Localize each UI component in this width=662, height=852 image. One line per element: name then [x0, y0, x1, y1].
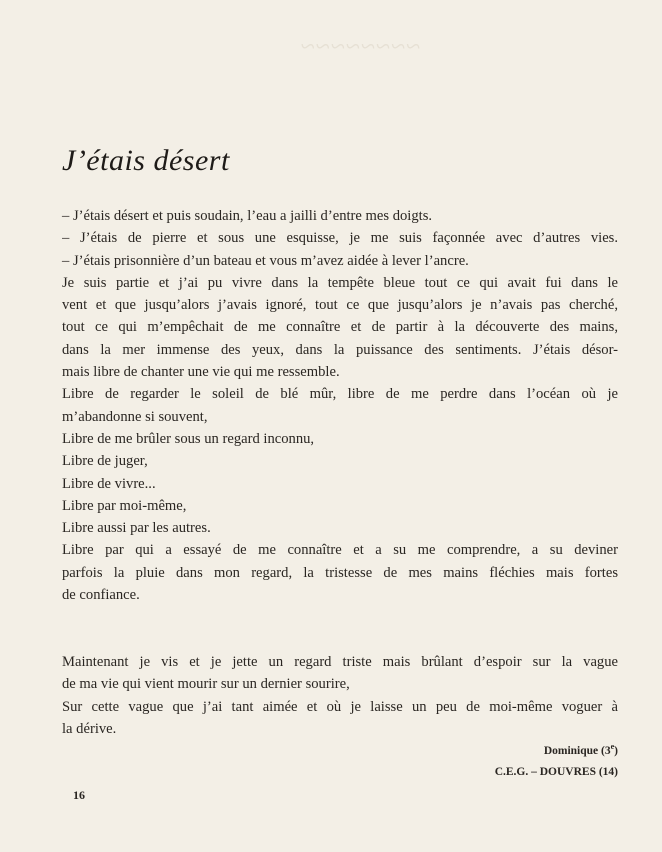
poem-line: Libre par moi-même,: [62, 497, 187, 514]
author-signature: [544, 742, 618, 757]
author-name-close: ): [614, 744, 618, 757]
poem-line: Libre aussi par les autres.: [62, 520, 211, 537]
poem-line: Je suis partie et j’ai pu vivre dans la tempête bleue tout ce qui avait fui dans le: [62, 274, 618, 291]
poem-line: – J’étais prisonnière d’un bateau et vous m’avez aidée à lever l’ancre.: [62, 252, 469, 269]
poem-line: parfois la pluie dans mon regard, la tristesse de mes mains fléchies mais fortes: [62, 564, 618, 581]
poem-line: Maintenant je vis et je jette un regard triste mais brûlant d’espoir sur la vague: [62, 653, 618, 670]
author-grade: e: [610, 742, 615, 751]
author-school: C.E.G. – DOUVRES (14): [494, 766, 618, 778]
author-name: Dominique (3: [543, 744, 611, 757]
poem-line: Libre par qui a essayé de me connaître et a su me comprendre, a su deviner: [62, 542, 618, 559]
poem-line: – J’étais désert et puis soudain, l’eau a jailli d’entre mes doigts.: [62, 208, 433, 224]
stanza-gap: [62, 629, 618, 651]
page-number: 16: [73, 788, 85, 802]
poem-line: Libre de vivre...: [62, 475, 156, 492]
poem-line: Libre de me brûler sous un regard inconnu,: [62, 430, 315, 447]
stanza-gap: [62, 606, 618, 628]
show-through-shadow: ~~~~~~~~: [300, 32, 421, 61]
poem-line: Libre de regarder le soleil de blé mûr, libre de me perdre dans l’océan où je: [62, 386, 618, 403]
poem-line: de ma vie qui vient mourir sur un dernier sourire,: [62, 676, 350, 693]
poem-title: J’étais désert: [62, 144, 230, 178]
poem-body: [62, 205, 618, 740]
poem-line: mais libre de chanter une vie qui me ressemble.: [62, 364, 340, 381]
poem-line: Libre de juger,: [62, 453, 148, 470]
poem-line: Sur cette vague que j’ai tant aimée et où je laisse un peu de moi-même voguer à: [62, 698, 618, 715]
poem-line: – J’étais de pierre et sous une esquisse, je me suis façonnée avec d’autres vies.: [62, 230, 618, 247]
poem-line: vent et que jusqu’alors j’avais ignoré, tout ce que jusqu’alors je n’avais pas cherché,: [62, 297, 618, 314]
poem-line: tout ce qui m’empêchait de me connaître et de partir à la découverte des mains,: [62, 319, 618, 336]
poem-line: la dérive.: [62, 720, 117, 737]
poem-line: dans la mer immense des yeux, dans la puissance des sentiments. J’étais désor-: [62, 341, 618, 358]
poem-line: m’abandonne si souvent,: [62, 408, 208, 425]
poem-line: de confiance.: [62, 587, 140, 604]
